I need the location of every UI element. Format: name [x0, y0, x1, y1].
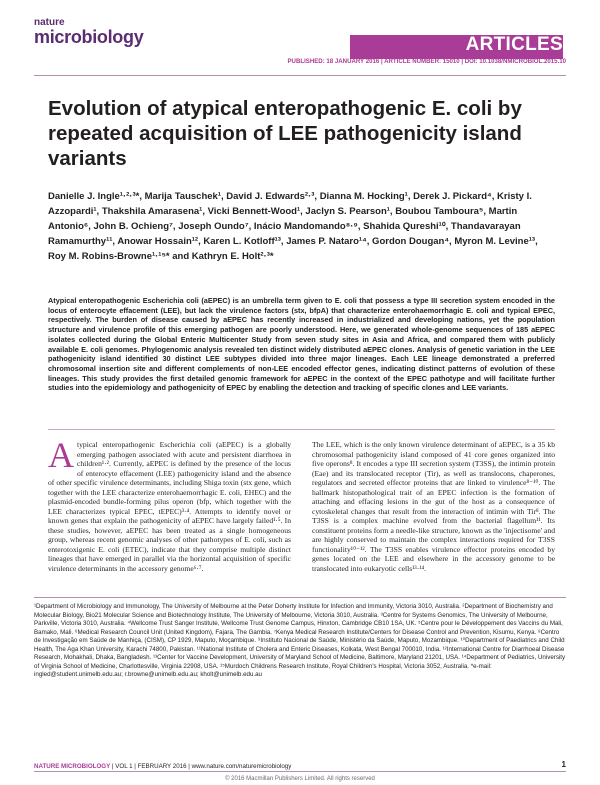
body-text-right: The LEE, which is the only known virulence determinant of aEPEC, is a 35 kb chromosomal pathogenicity island composed of 41 core genes organized into five operons⁸. It encodes a type III secretion system (T3SS), the intimin protein (Eae) and its translocated receptor (Tir), as well as translocons, chaperones, regulators and secreted effector proteins that are linked to virulence⁸⁻¹⁰. The hallmark histopathological trait of an EPEC infection is the formation of attaching and effacing lesions in the gut of the host as a consequence of cytoskeletal changes that result from the interaction of intimin with Tir⁸. The T3SS is a complex machine evolved from the bacterial flagellum¹¹. Its constituent proteins form a needle-like structure, known as the 'injectisome' and are highly conserved to maintain the complex interactions required for T3SS functionality¹⁰⁻¹². The T3SS enables virulence effector proteins encoded by genes located on the LEE and elsewhere in the accessory genome to be translocated into eukaryotic cells¹³·¹⁴. [312, 440, 555, 573]
footer-divider [34, 771, 566, 772]
affiliations-divider [34, 597, 566, 598]
article-title: Evolution of atypical enteropathogenic E. coli by repeated acquisition of LEE pathogenicity island variants [48, 97, 522, 170]
page-number: 1 [561, 760, 566, 769]
abstract-divider [48, 429, 555, 430]
body-text-left: typical enteropathogenic Escherichia coli (aEPEC) is a globally emerging pathogen associated with acute and persistent diarrhoea in children¹·². Currently, aEPEC is defined by the presence of the locus of enterocyte effacement (LEE) pathogenicity island and the absence of other specific virulence determinants, including Shiga toxin (stx gene, which together with the LEE characterize enterohaemorrhagic E. coli, EHEC) and the plasmid-encoded bundle-forming pilus operon (bfp, which together with the LEE characterizes typical EPEC, tEPEC)³·⁴. Attempts to identify novel or known genes that explain the pathogenicity of aEPEC have largely failed¹·⁵. In these studies, however, aEPEC has been treated as a single homogeneous group, whereas recent genomic analyses of other pathotypes of E. coli, such as enterotoxigenic E. coli (ETEC), indicate that they comprise multiple distinct lineages that have emerged in parallel via the horizontal acquisition of specific virulence determinants in the accessory genome⁶·⁷. [48, 440, 291, 573]
page-footer [34, 763, 566, 770]
footer-journal: NATURE MICROBIOLOGY [34, 763, 111, 770]
footer-issue: | VOL 1 | FEBRUARY 2016 | www.nature.com/naturemicrobiology [110, 763, 292, 770]
logo-line-microbiology: microbiology [34, 27, 144, 47]
section-label: ARTICLES [465, 34, 563, 55]
publication-info: PUBLISHED: 18 JANUARY 2016 | ARTICLE NUMBER: 15010 | DOI: 10.1038/NMICROBIOL.2015.10 [287, 58, 566, 65]
body-column-left [48, 435, 291, 573]
logo-line-nature: nature [34, 17, 65, 28]
body-column-right [312, 440, 555, 573]
author-list: Danielle J. Ingle¹·²·³*, Marija Tauschek¹, David J. Edwards²·³, Dianna M. Hocking¹, Derek J. Pickard⁴, Kristy I. Azzopardi¹, Thakshila Amarasena¹, Vicki Bennett-Wood¹, Jaclyn S. Pearson¹, Boubou Tamboura⁵, Martin Antonio⁶, John B. Ochieng⁷, Joseph Oundo⁷, Inácio Mandomando⁸·⁹, Shahida Qureshi¹⁰, Thandavarayan Ramamurthy¹¹, Anowar Hossain¹², Karen L. Kotloff¹³, James P. Nataro¹⁴, Gordon Dougan⁴, Myron M. Levine¹³, Roy M. Robins-Browne¹·¹⁵* and Kathryn E. Holt²·³* [48, 191, 538, 262]
abstract: Atypical enteropathogenic Escherichia coli (aEPEC) is an umbrella term given to E. coli that possess a type III secretion system encoded in the locus of enterocyte effacement (LEE), but lack the virulence factors (stx, bfpA) that characterize enterohaemorrhagic E. coli and typical EPEC, respectively. The burden of disease caused by aEPEC has recently increased in industrialized and developing nations, yet the population structure and virulence profile of this emerging pathogen are poorly understood. Here, we generated whole-genome sequences of 185 aEPEC isolates collected during the Global Enteric Multicenter Study from seven study sites in Asia and Africa, and compared them with publicly available E. coli genomes. Phylogenomic analysis revealed ten distinct widely distributed aEPEC clones. Analysis of genetic variation in the LEE pathogenicity island identified 30 distinct LEE subtypes divided into three major lineages. Each LEE lineage demonstrated a preferred chromosomal insertion site and different complements of non-LEE encoded effector genes, indicating distinct patterns of evolution of these lineages. This study provides the first detailed genomic framework for aEPEC in the context of the EPEC pathotype and will facilitate further studies into the epidemiology and pathogenicity of EPEC by enabling the detection and tracking of specific clones and LEE variants. [48, 296, 555, 393]
journal-logo [34, 18, 143, 46]
drop-cap: A [48, 435, 74, 475]
copyright: © 2016 Macmillan Publishers Limited. All rights reserved [225, 776, 375, 782]
affiliations: ¹Department of Microbiology and Immunology, The University of Melbourne at the Peter Doherty Institute for Infection and Immunity, Victoria 3010, Australia. ²Department of Biochemistry and Molecular Biology, Bio21 Molecular Science and Biotechnology Institute, The University of Melbourne, Victoria 3010, Australia. ³Centre for Systems Genomics, The University of Melbourne, Parkville, Victoria 3010, Australia. ⁴Wellcome Trust Sanger Institute, Wellcome Trust Genome Campus, Hinxton, Cambridge CB10 1SA, UK. ⁵Centre pour le Développement des Vaccins du Mali, Bamako, Mali. ⁶Medical Research Council Unit (United Kingdom), Fajara, The Gambia. ⁷Kenya Medical Research Institute/Centers for Disease Control and Prevention, Kisumu, Kenya. ⁸Centro de Investigação em Saúde de Manhiça, (CISM), CP 1929, Maputo, Moçambique. ⁹Instituto Nacional de Saúde, Ministério da Saúde, Maputo, Mozambique. ¹⁰Department of Paediatrics and Child Health, The Aga Khan University, Karachi 74800, Pakistan. ¹¹National Institute of Cholera and Enteric Diseases, Kolkata, West Bengal 700010, India. ¹²International Centre for Diarrhoeal Disease Research, Mohakhali, Dhaka, Bangladesh. ¹³Center for Vaccine Development, University of Maryland School of Medicine, Baltimore, Maryland 21201, USA. ¹⁴Department of Pediatrics, University of Virginia School of Medicine, Charlottesville, Virginia 22908, USA. ¹⁵Murdoch Childrens Research Institute, Royal Children's Hospital, Victoria 3052, Australia. *e-mail: ingled@student.unimelb.edu.au; r.browne@unimelb.edu.au; kholt@unimelb.edu.au [34, 603, 566, 678]
header-divider [34, 75, 566, 76]
